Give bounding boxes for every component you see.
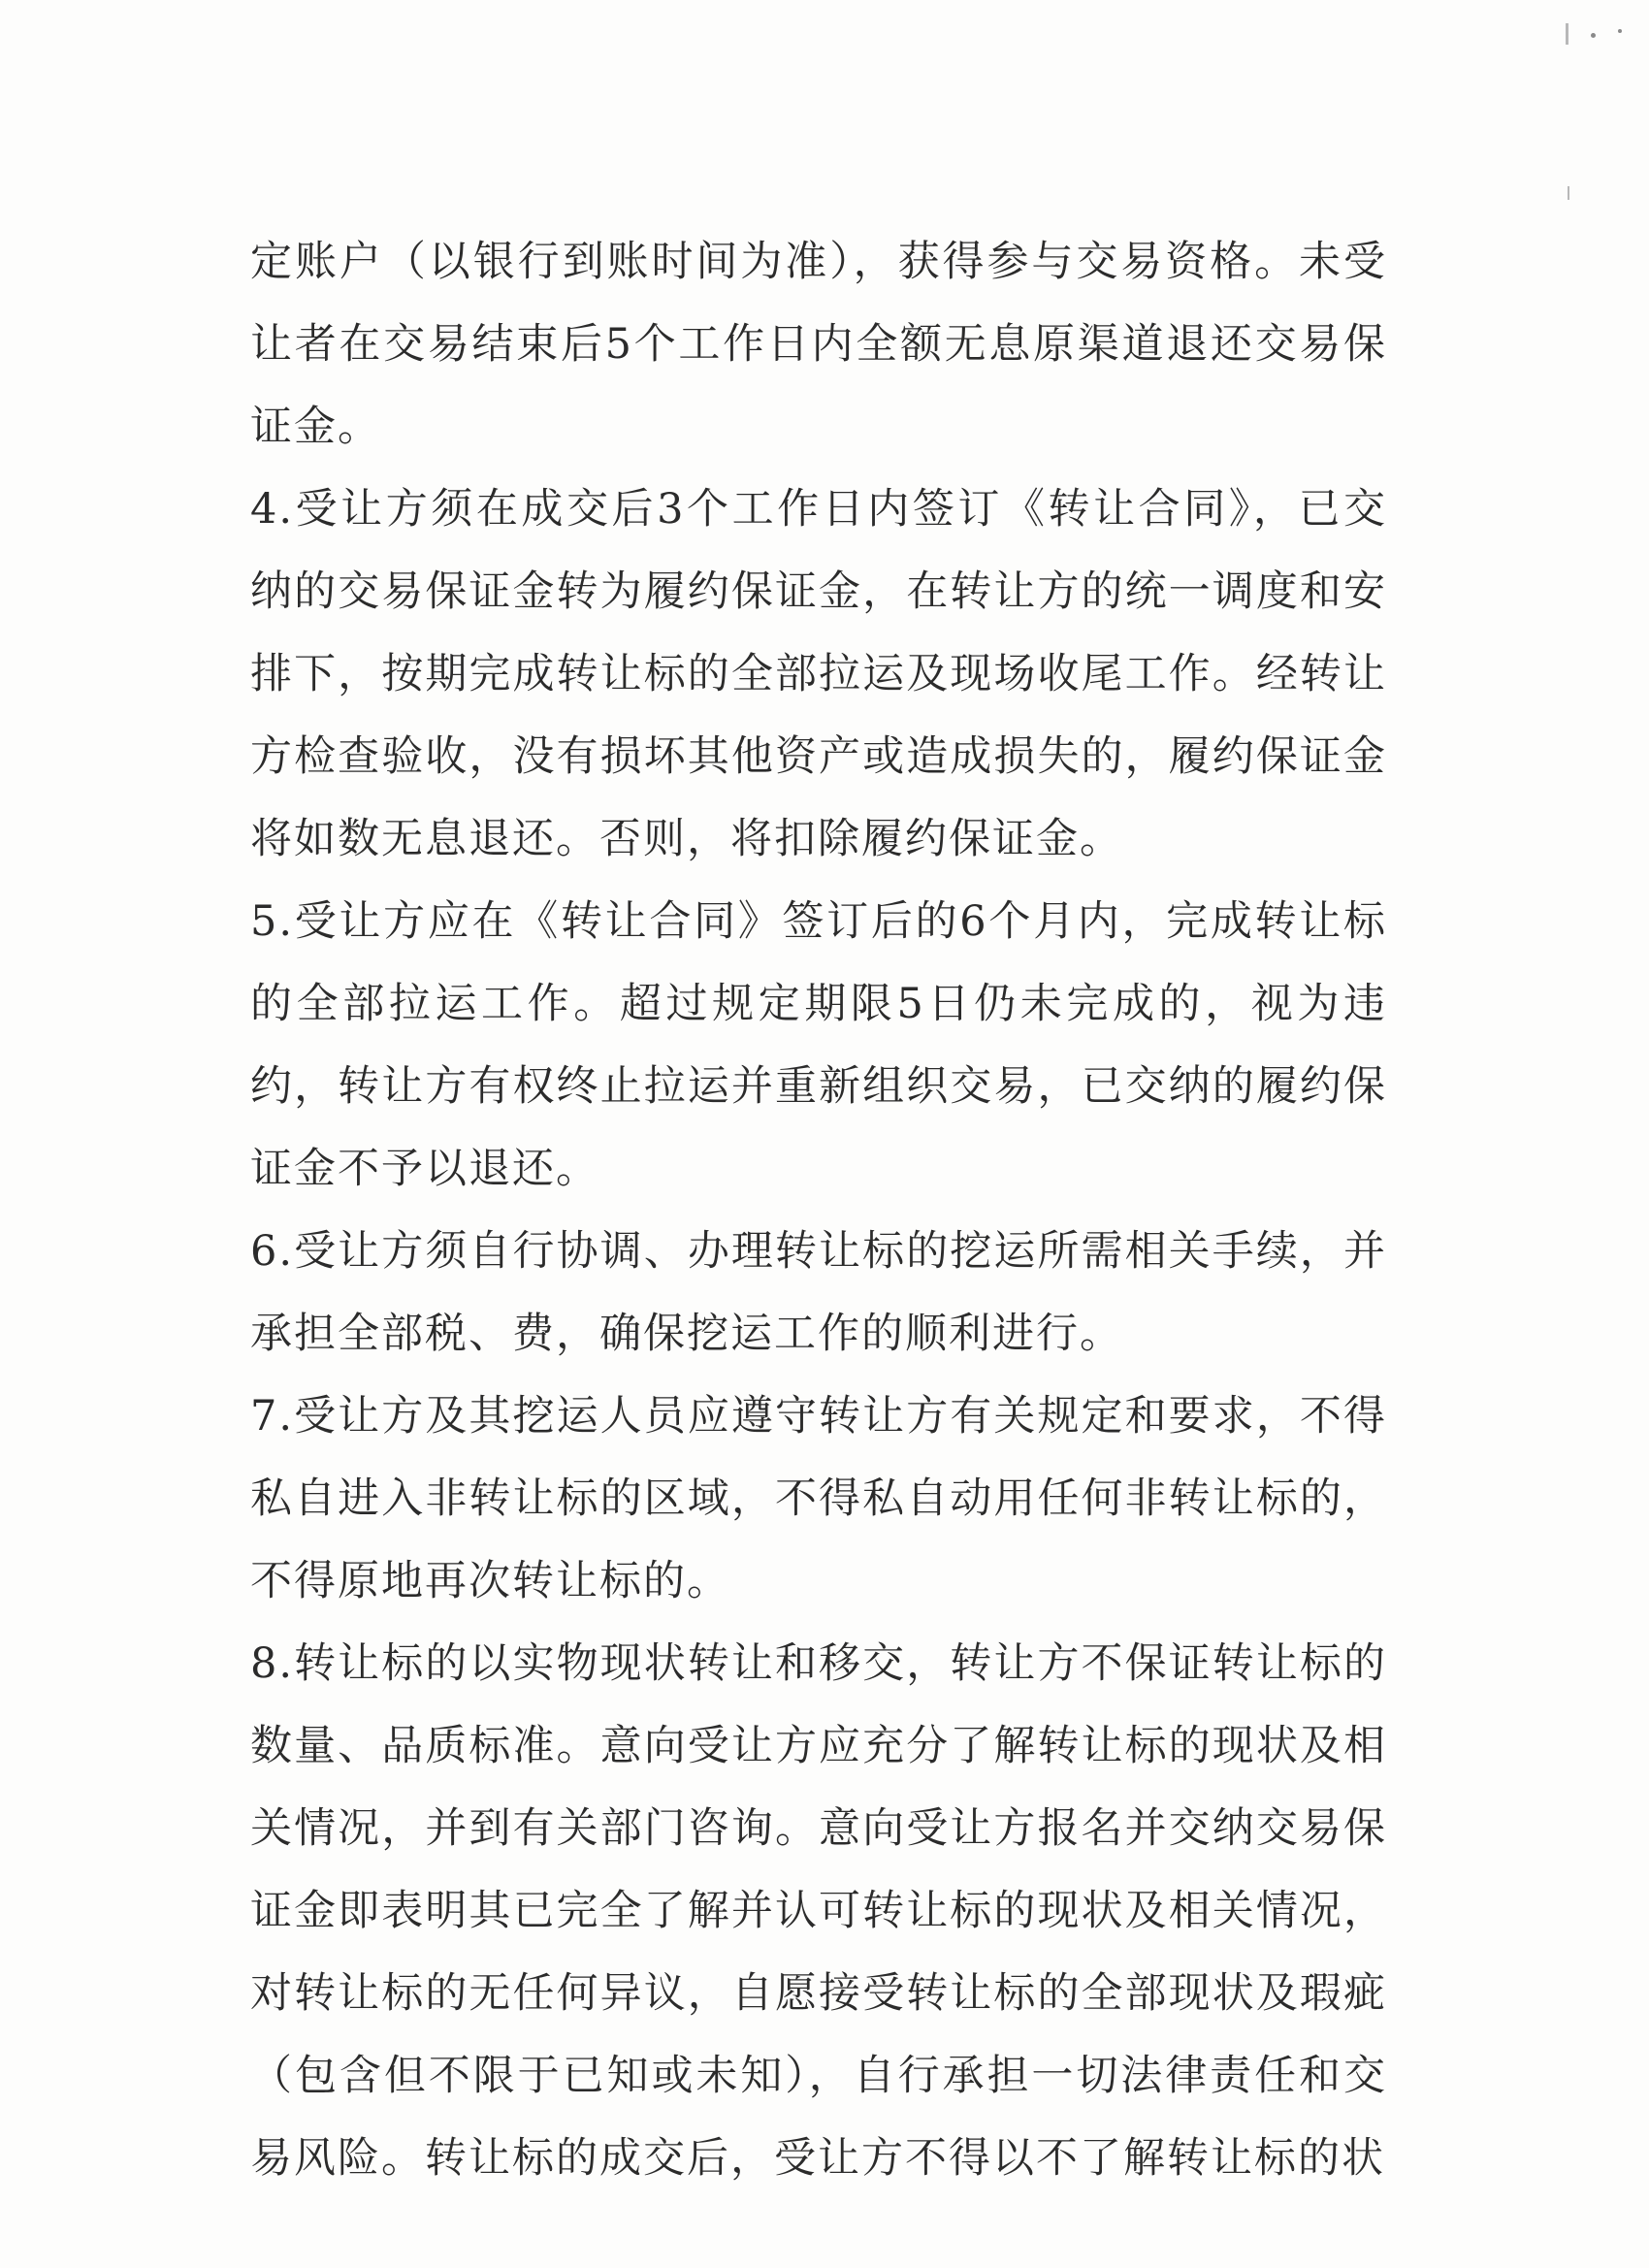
scan-speck [1618, 29, 1622, 33]
scan-speck [1591, 33, 1596, 38]
paragraph-item-6: 6.受让方须自行协调、办理转让标的挖运所需相关手续，并承担全部税、费，确保挖运工作的顺利进行。 [250, 1227, 1387, 1358]
paragraph-continuation: 定账户（以银行到账时间为准），获得参与交易资格。未受让者在交易结束后5个工作日内全额无息原渠道退还交易保证金。 [250, 238, 1387, 451]
paragraph-item-8: 8.转让标的以实物现状转让和移交，转让方不保证转让标的数量、品质标准。意向受让方应充分了解转让标的现状及相关情况，并到有关部门咨询。意向受让方报名并交纳交易保证金即表明其已完全了解并认可转让标的现状及相关情况，对转让标的无任何异议，自愿接受转让标的全部现状及瑕疵（包含但不限于已知或未知），自行承担一切法律责任和交易风险。转让标的成交后，受让方不得以不了解转让标的状 [250, 1639, 1387, 2183]
paragraph-item-5: 5.受让方应在《转让合同》签订后的6个月内，完成转让标的全部拉运工作。超过规定期限5日仍未完成的，视为违约，转让方有权终止拉运并重新组织交易，已交纳的履约保证金不予以退还。 [250, 897, 1387, 1193]
paragraph-item-4: 4.受让方须在成交后3个工作日内签订《转让合同》，已交纳的交易保证金转为履约保证金，在转让方的统一调度和安排下，按期完成转让标的全部拉运及现场收尾工作。经转让方检查验收，没有损坏其他资产或造成损失的，履约保证金将如数无息退还。否则，将扣除履约保证金。 [250, 485, 1387, 863]
scan-speck [1566, 23, 1568, 45]
scan-speck [1568, 186, 1569, 200]
paragraph-item-7: 7.受让方及其挖运人员应遵守转让方有关规定和要求，不得私自进入非转让标的区域，不得私自动用任何非转让标的，不得原地再次转让标的。 [250, 1392, 1387, 1605]
document-body [250, 221, 1387, 2200]
